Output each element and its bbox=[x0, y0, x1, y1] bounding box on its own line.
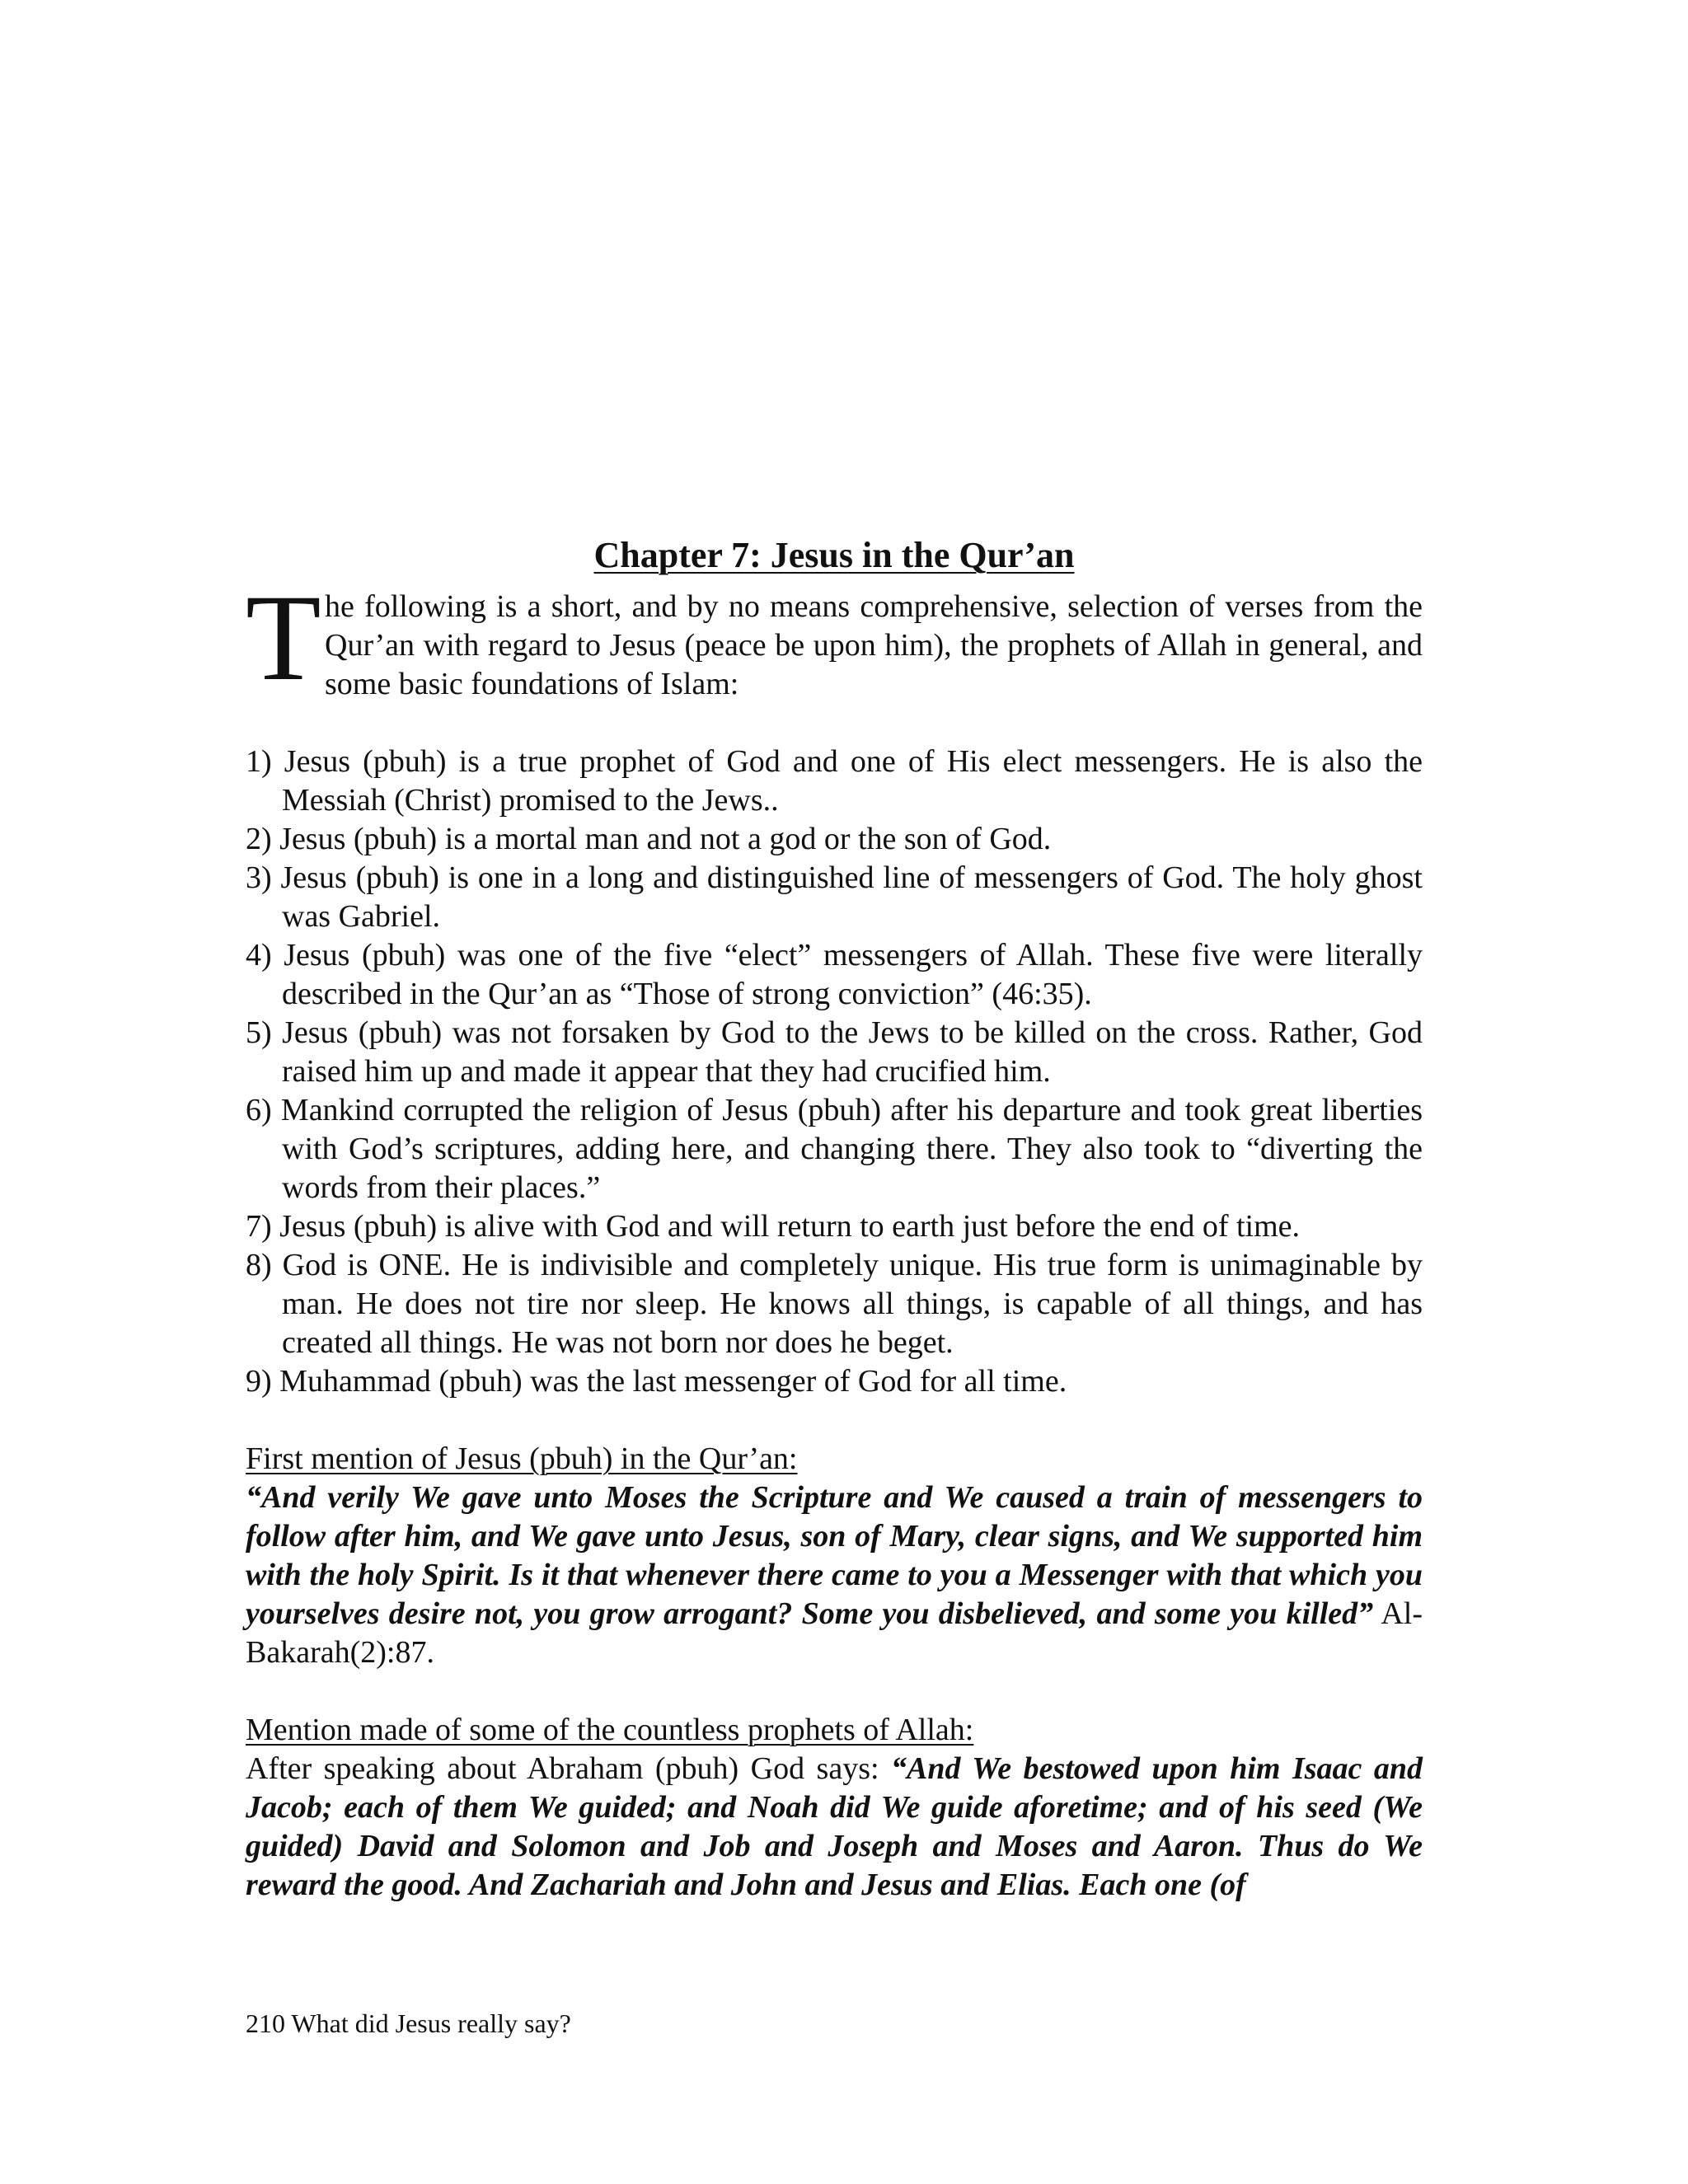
quran-quote: “And We bestowed upon him Isaac and Jacob; each of them We guided; and Noah did We guide aforetime; and of his seed (We guided) David and Solomon and Job and Joseph and Moses and Aaron. Thus do We reward the good. And Zachariah and John and Jesus and Elias. Each one (of bbox=[246, 1751, 1423, 1902]
quote-paragraph bbox=[246, 1750, 1423, 1905]
lead-text: After speaking about Abraham (pbuh) God says: bbox=[246, 1751, 892, 1786]
prophets-section bbox=[246, 1711, 1423, 1905]
intro-paragraph bbox=[246, 569, 1423, 706]
list-item: 5) Jesus (pbuh) was not forsaken by God to the Jews to be killed on the cross. Rather, God raised him up and made it appear that they had crucified him. bbox=[246, 1015, 1423, 1089]
page-content bbox=[246, 532, 1423, 1905]
foundations-list bbox=[246, 743, 1423, 1401]
intro-text: he following is a short, and by no means comprehensive, selection of verses from the Qur’an with regard to Jesus (peace be upon him), the prophets of Allah in general, and some basic foundations of Islam: bbox=[325, 589, 1423, 701]
list-item: 6) Mankind corrupted the religion of Jesus (pbuh) after his departure and took great liberties with God’s scriptures, adding here, and changing there. They also took to “diverting the words from their places.” bbox=[246, 1093, 1423, 1205]
verse-reference: Al-Bakarah(2):87. bbox=[246, 1596, 1423, 1670]
list-item: 1) Jesus (pbuh) is a true prophet of God and one of His elect messengers. He is also the Messiah (Christ) promised to the Jews.. bbox=[246, 744, 1423, 818]
quote-paragraph bbox=[246, 1479, 1423, 1672]
list-item: 7) Jesus (pbuh) is alive with God and will return to earth just before the end of time. bbox=[246, 1209, 1301, 1244]
drop-cap: T bbox=[246, 569, 321, 706]
section-heading: Mention made of some of the countless prophets of Allah: bbox=[246, 1713, 974, 1747]
list-item: 3) Jesus (pbuh) is one in a long and distinguished line of messengers of God. The holy ghost was Gabriel. bbox=[246, 860, 1423, 934]
list-item: 9) Muhammad (pbuh) was the last messenger of God for all time. bbox=[246, 1364, 1067, 1399]
quran-quote: “And verily We gave unto Moses the Scripture and We caused a train of messengers to follow after him, and We gave unto Jesus, son of Mary, clear signs, and We supported him with the holy Spirit. Is it that whenever there came to you a Messenger with that which you yourselves desire not, you grow arrogant? Some you disbelieved, and some you killed” bbox=[246, 1480, 1423, 1631]
first-mention-section bbox=[246, 1440, 1423, 1672]
list-item: 8) God is ONE. He is indivisible and completely unique. His true form is unimaginable by man. He does not tire nor sleep. He knows all things, is capable of all things, and has created all things. He was not born nor does he beget. bbox=[246, 1248, 1423, 1360]
list-item: 4) Jesus (pbuh) was one of the five “elect” messengers of Allah. These five were literally described in the Qur’an as “Those of strong conviction” (46:35). bbox=[246, 938, 1423, 1011]
page-footer: 210 What did Jesus really say? bbox=[246, 2008, 571, 2038]
list-item: 2) Jesus (pbuh) is a mortal man and not a god or the son of God. bbox=[246, 822, 1052, 856]
section-heading: First mention of Jesus (pbuh) in the Qur’an: bbox=[246, 1441, 798, 1476]
chapter-title: Chapter 7: Jesus in the Qur’an bbox=[593, 535, 1075, 575]
